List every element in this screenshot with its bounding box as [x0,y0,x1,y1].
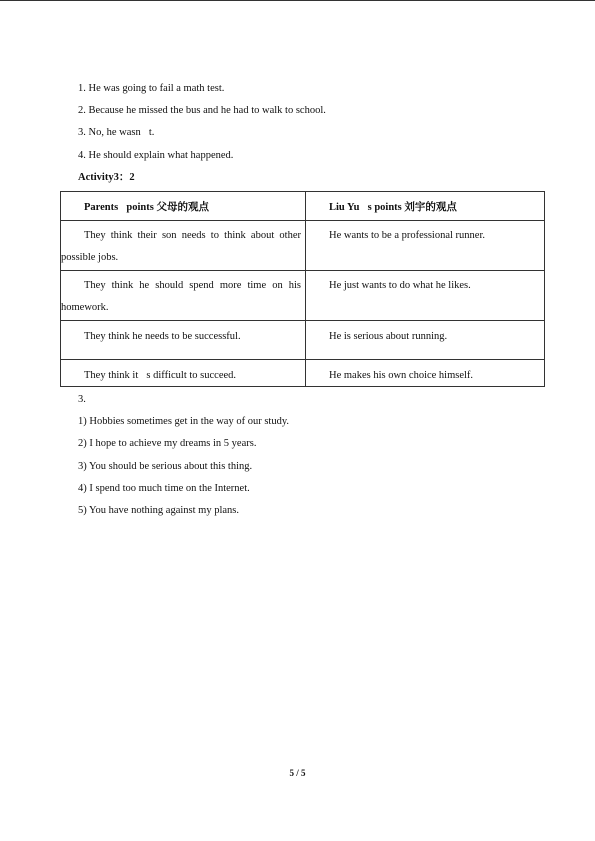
liuyu-cell: He just wants to do what he likes. [306,270,545,320]
parents-cell: They think it s difficult to succeed. [61,359,306,386]
sentence-line: 2) I hope to achieve my dreams in 5 years. [78,438,257,450]
parents-cell: They think their son needs to think about other possible jobs. [61,220,306,270]
parents-cell: They think he should spend more time on his homework. [61,270,306,320]
section-3 [60,389,542,522]
liuyu-cell: He wants to be a professional runner. [306,220,545,270]
table-header-row [61,191,545,220]
sentence-line: 5) You have nothing against my plans. [78,504,239,516]
table-row [61,220,545,270]
liuyu-cell: He is serious about running. [306,320,545,359]
page-number: 5 / 5 [289,768,306,778]
table-row [61,320,545,359]
points-table [60,191,545,387]
header-cell-parents: Parents points 父母的观点 [61,191,306,220]
liuyu-cell: He makes his own choice himself. [306,359,545,386]
answer-line: 2. Because he missed the bus and he had to walk to school. [78,105,326,117]
sentence-line: 4) I spend too much time on the Internet. [78,482,250,494]
activity-heading: Activity3：2 [78,171,135,183]
table-row [61,270,545,320]
section-label: 3. [78,393,86,405]
answer-line: 3. No, he wasn t. [78,127,155,139]
parents-cell: They think he needs to be successful. [61,320,306,359]
header-rule [0,0,595,1]
header-cell-liuyu: Liu Yu s points 刘宇的观点 [306,191,545,220]
answer-sheet [60,78,542,522]
sentence-line: 3) You should be serious about this thing. [78,460,253,472]
answer-line: 1. He was going to fail a math test. [78,83,225,94]
table-row [61,359,545,386]
answer-line: 4. He should explain what happened. [78,149,234,161]
sentence-line: 1) Hobbies sometimes get in the way of our study. [78,416,290,428]
